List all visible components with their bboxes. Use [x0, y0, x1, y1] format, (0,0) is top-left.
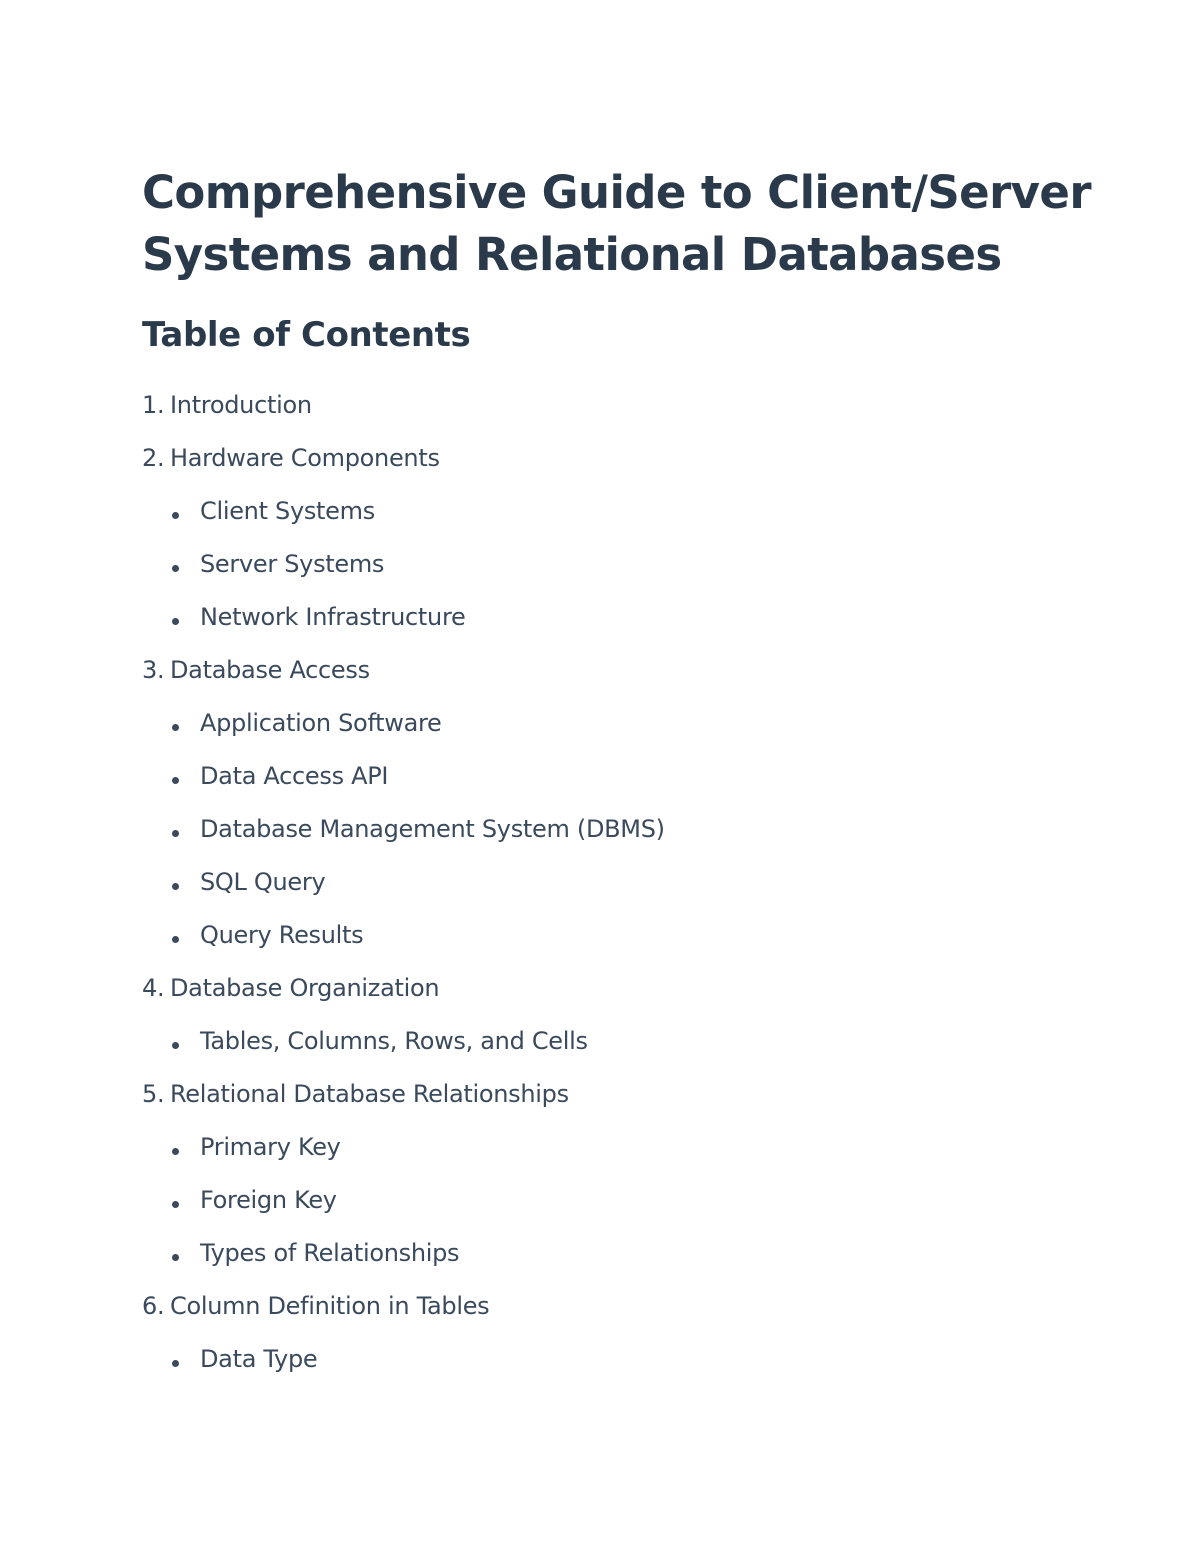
toc-subitem-label: SQL Query [200, 868, 326, 896]
toc-item[interactable] [142, 432, 1102, 485]
toc-item[interactable] [142, 644, 1102, 697]
toc-item-number: 1. [142, 391, 165, 419]
toc-heading: Table of Contents [142, 315, 471, 355]
toc-subitem-label: Network Infrastructure [200, 603, 466, 631]
toc-item-number: 3. [142, 656, 165, 684]
toc-item[interactable] [142, 1280, 1102, 1333]
toc-item-number: 2. [142, 444, 165, 472]
toc-subitem-label: Server Systems [200, 550, 385, 578]
toc-subitem-label: Query Results [200, 921, 364, 949]
toc-item-label: Column Definition in Tables [170, 1292, 490, 1320]
toc-subitem-label: Application Software [200, 709, 442, 737]
toc-item-label: Database Organization [170, 974, 440, 1002]
toc-subitem-label: Tables, Columns, Rows, and Cells [200, 1027, 588, 1055]
toc-subitem-label: Data Type [200, 1345, 318, 1373]
toc-subitem[interactable] [142, 909, 1102, 962]
document-page [142, 162, 1102, 1386]
toc-subitem-label: Client Systems [200, 497, 375, 525]
toc-item[interactable] [142, 962, 1102, 1015]
toc-subitem[interactable] [142, 1121, 1102, 1174]
toc-item[interactable] [142, 1068, 1102, 1121]
toc-subitem[interactable] [142, 1227, 1102, 1280]
toc-subitem-label: Database Management System (DBMS) [200, 815, 665, 843]
toc-subitem[interactable] [142, 750, 1102, 803]
toc-subitem[interactable] [142, 485, 1102, 538]
toc-subitem[interactable] [142, 1174, 1102, 1227]
toc-subitem[interactable] [142, 538, 1102, 591]
document-title-line-2: Systems and Relational Databases [142, 228, 1002, 281]
toc-subitem-label: Foreign Key [200, 1186, 337, 1214]
toc-subitem[interactable] [142, 1333, 1102, 1386]
document-title-line-1: Comprehensive Guide to Client/Server [142, 166, 1091, 219]
toc-subitem[interactable] [142, 1015, 1102, 1068]
toc-item-number: 4. [142, 974, 165, 1002]
toc-subitem[interactable] [142, 697, 1102, 750]
toc-item-label: Hardware Components [170, 444, 440, 472]
document-title [142, 162, 1102, 286]
toc-subitem[interactable] [142, 591, 1102, 644]
toc-item-number: 5. [142, 1080, 165, 1108]
toc-item-label: Relational Database Relationships [170, 1080, 569, 1108]
toc-subitem-label: Primary Key [200, 1133, 341, 1161]
toc-item-label: Database Access [170, 656, 370, 684]
toc-subitem-label: Data Access API [200, 762, 389, 790]
toc-item-number: 6. [142, 1292, 165, 1320]
toc-item-label: Introduction [170, 391, 312, 419]
toc-subitem[interactable] [142, 856, 1102, 909]
toc-subitem[interactable] [142, 803, 1102, 856]
toc-subitem-label: Types of Relationships [200, 1239, 460, 1267]
table-of-contents [142, 379, 1102, 1386]
toc-item[interactable] [142, 379, 1102, 432]
